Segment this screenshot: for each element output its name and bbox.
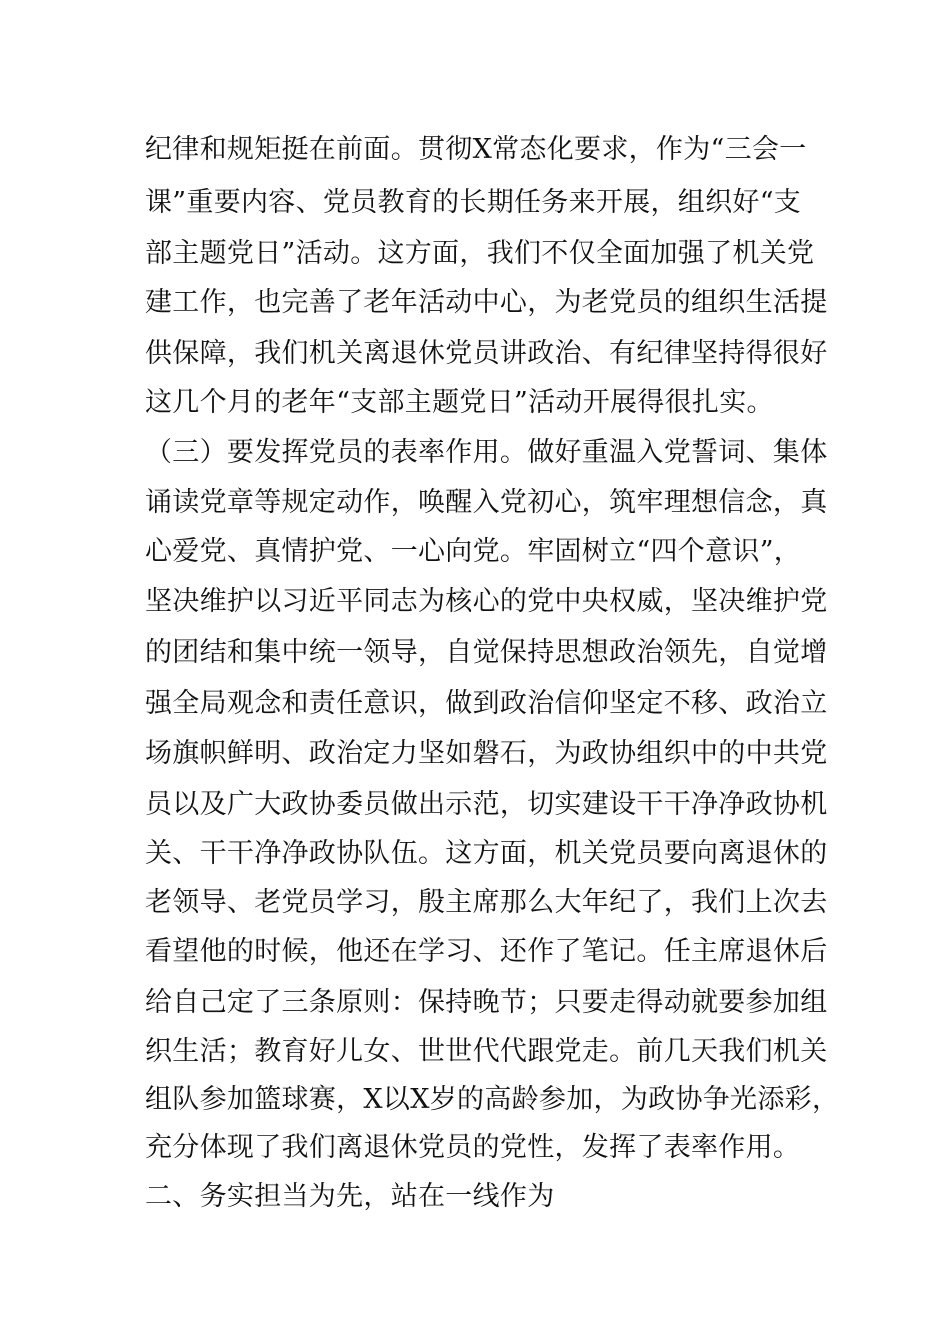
section-heading: （三）要发挥党员的表率作用。做好重温入党誓词、集体 (145, 437, 828, 468)
text-line: 心爱党、真情护党、一心向党。牢固树立“四个意识”， (145, 536, 802, 567)
section-heading: 二、务实担当为先，站在一线作为 (145, 1181, 555, 1212)
text-line: 员以及广大政协委员做出示范，切实建设干干净净政协机 (145, 789, 828, 820)
text-line: 部主题党日”活动。这方面，我们不仅全面加强了机关党 (145, 238, 815, 269)
text-line: 场旗帜鲜明、政治定力坚如磐石，为政协组织中的中共党 (145, 738, 828, 769)
text-line: 关、干干净净政协队伍。这方面，机关党员要向离退休的 (145, 838, 828, 869)
text-line: 充分体现了我们离退休党员的党性，发挥了表率作用。 (145, 1132, 801, 1163)
text-line: 组队参加篮球赛，X以X岁的高龄参加，为政协争光添彩， (145, 1084, 840, 1115)
text-line: 课”重要内容、党员教育的长期任务来开展，组织好“支 (145, 187, 802, 218)
text-line: 织生活；教育好儿女、世世代代跟党走。前几天我们机关 (145, 1036, 828, 1067)
text-line: 老领导、老党员学习，殷主席那么大年纪了，我们上次去 (145, 887, 828, 918)
text-line: 强全局观念和责任意识，做到政治信仰坚定不移、政治立 (145, 688, 828, 719)
text-line: 建工作，也完善了老年活动中心，为老党员的组织生活提 (145, 287, 828, 318)
text-line: 供保障，我们机关离退休党员讲政治、有纪律坚持得很好 (145, 338, 828, 369)
text-line: 坚决维护以习近平同志为核心的党中央权威，坚决维护党 (145, 586, 828, 617)
text-line: 给自己定了三条原则：保持晚节；只要走得动就要参加组 (145, 987, 828, 1018)
text-line: 看望他的时候，他还在学习、还作了笔记。任主席退休后 (145, 936, 828, 967)
text-line: 的团结和集中统一领导，自觉保持思想政治领先，自觉增 (145, 637, 828, 668)
text-line: 这几个月的老年“支部主题党日”活动开展得很扎实。 (145, 387, 774, 418)
text-line: 诵读党章等规定动作，唤醒入党初心，筑牢理想信念，真 (145, 487, 828, 518)
text-line: 纪律和规矩挺在前面。贯彻X常态化要求，作为“三会一 (145, 134, 807, 165)
